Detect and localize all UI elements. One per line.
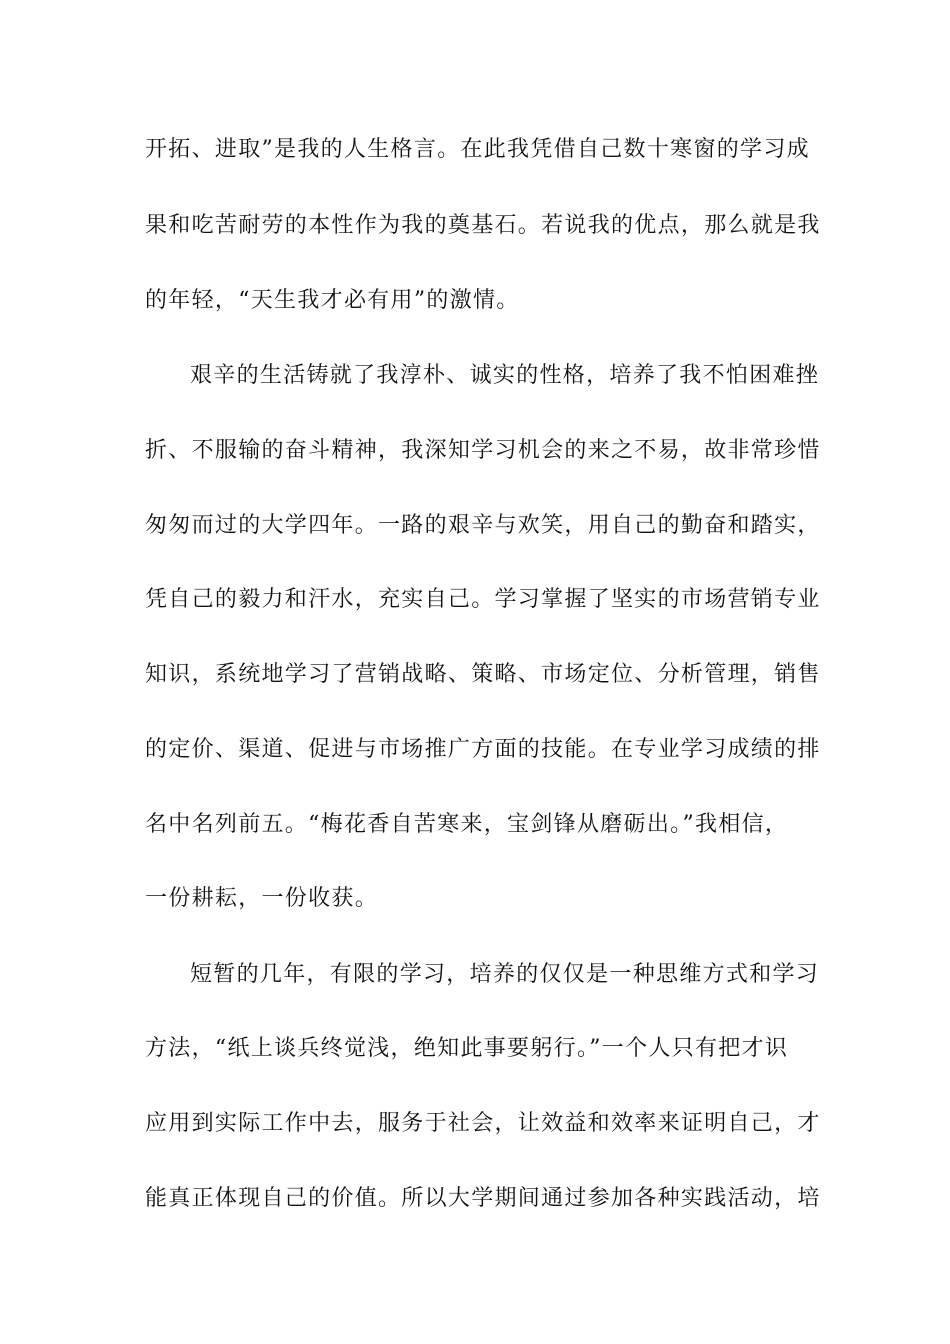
- text-line: 开拓、进取”是我的人生格言。在此我凭借自己数十寒窗的学习成: [145, 137, 810, 162]
- text-line: 的年轻，“天生我才必有用”的激情。: [145, 288, 520, 313]
- text-line: 凭自己的毅力和汗水，充实自己。学习掌握了坚实的市场营销专业: [145, 587, 821, 612]
- text-line: 能真正体现自己的价值。所以大学期间通过参加各种实践活动，培: [145, 1186, 821, 1211]
- text-line: 一份耕耘，一份收获。: [145, 886, 379, 911]
- paragraph-first-line: 短暂的几年，有限的学习，培养的仅仅是一种思维方式和学习: [190, 962, 820, 987]
- paragraph-first-line: 艰辛的生活铸就了我淳朴、诚实的性格，培养了我不怕困难挫: [190, 363, 820, 388]
- text-line: 匆匆而过的大学四年。一路的艰辛与欢笑，用自己的勤奋和踏实，: [145, 513, 821, 538]
- text-line: 果和吃苦耐劳的本性作为我的奠基石。若说我的优点，那么就是我: [145, 213, 821, 238]
- text-line: 名中名列前五。“梅花香自苦寒来，宝剑锋从磨砺出。”我相信，: [145, 812, 789, 837]
- text-line: 的定价、渠道、促进与市场推广方面的技能。在专业学习成绩的排: [145, 737, 821, 762]
- text-line: 方法，“纸上谈兵终觉浅，绝知此事要躬行。”一个人只有把才识: [145, 1036, 789, 1061]
- text-line: 折、不服输的奋斗精神，我深知学习机会的来之不易，故非常珍惜: [145, 438, 821, 463]
- text-line: 知识，系统地学习了营销战略、策略、市场定位、分析管理，销售: [145, 662, 821, 687]
- text-line: 应用到实际工作中去，服务于社会，让效益和效率来证明自己，才: [145, 1111, 821, 1136]
